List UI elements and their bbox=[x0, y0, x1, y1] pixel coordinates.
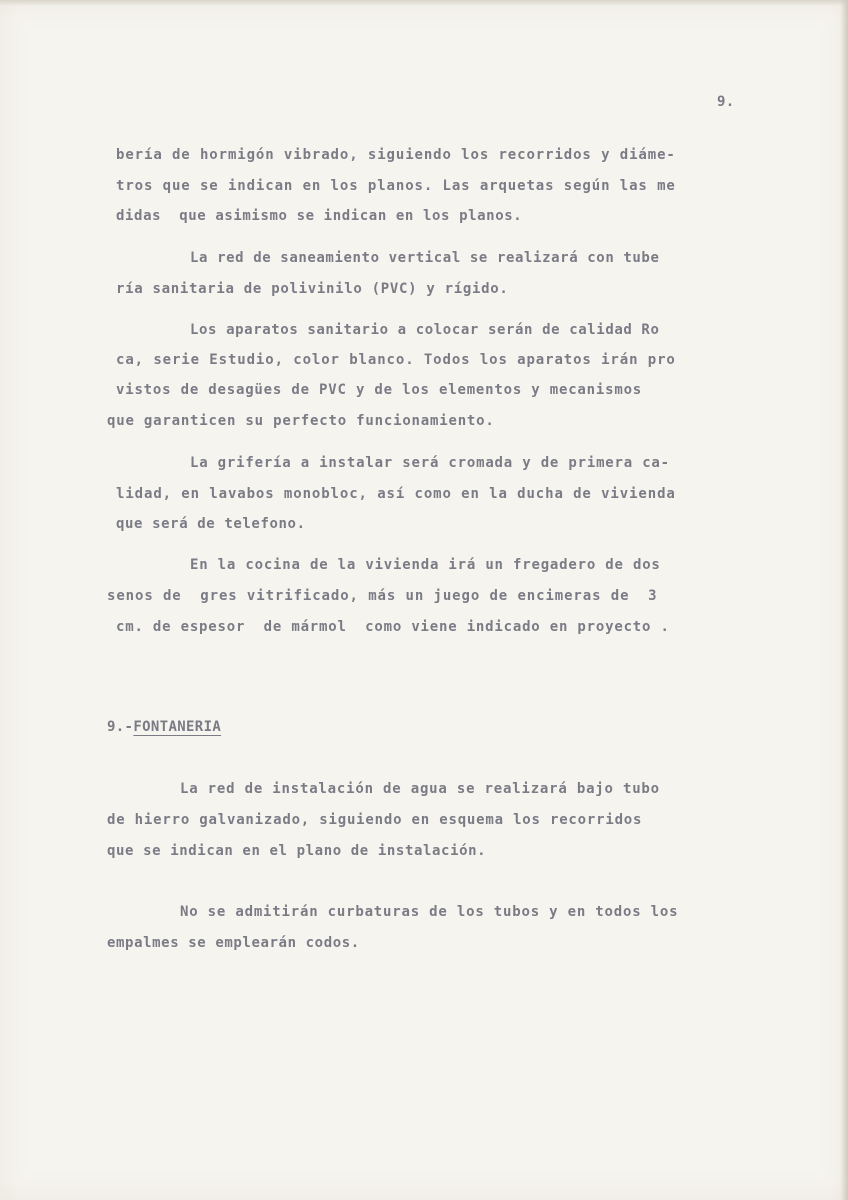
paragraph-1-line-3: didas que asimismo se indican en los planos. bbox=[116, 208, 523, 224]
paragraph-3-line-4: que garanticen su perfecto funcionamiento. bbox=[107, 413, 495, 429]
paper-top-edge bbox=[0, 0, 848, 6]
section-title: FONTANERIA bbox=[133, 719, 222, 735]
paragraph-3-line-3: vistos de desagües de PVC y de los elementos y mecanismos bbox=[116, 382, 643, 398]
paragraph-2-line-1: La red de saneamiento vertical se realizará con tube bbox=[190, 250, 660, 266]
paragraph-4-line-3: que será de telefono. bbox=[116, 516, 306, 532]
section-paragraph-2-line-1: No se admitirán curbaturas de los tubos y en todos los bbox=[180, 904, 679, 920]
paper-right-edge bbox=[840, 0, 848, 1200]
paragraph-5-line-3: cm. de espesor de mármol como viene indicado en proyecto . bbox=[116, 619, 670, 635]
section-paragraph-1-line-3: que se indican en el plano de instalación. bbox=[107, 843, 487, 859]
paragraph-3-line-2: ca, serie Estudio, color blanco. Todos los aparatos irán pro bbox=[116, 352, 676, 368]
paragraph-1-line-2: tros que se indican en los planos. Las arquetas según las me bbox=[116, 178, 676, 194]
page-number: 9. bbox=[717, 94, 735, 110]
paragraph-3-line-1: Los aparatos sanitario a colocar serán de calidad Ro bbox=[190, 322, 660, 338]
paragraph-1-line-1: bería de hormigón vibrado, siguiendo los recorridos y diáme- bbox=[116, 147, 676, 163]
section-paragraph-2-line-2: empalmes se emplearán codos. bbox=[107, 935, 360, 951]
paragraph-5-line-2: senos de gres vitrificado, más un juego de encimeras de 3 bbox=[107, 588, 658, 604]
section-heading bbox=[107, 718, 221, 736]
section-paragraph-1-line-1: La red de instalación de agua se realizará bajo tubo bbox=[180, 781, 660, 797]
paragraph-2-line-2: ría sanitaria de polivinilo (PVC) y rígido. bbox=[116, 281, 509, 297]
paragraph-5-line-1: En la cocina de la vivienda irá un fregadero de dos bbox=[190, 557, 661, 573]
section-number: 9.- bbox=[107, 719, 134, 735]
paragraph-4-line-2: lidad, en lavabos monobloc, así como en la ducha de vivienda bbox=[116, 486, 676, 502]
paragraph-4-line-1: La grifería a instalar será cromada y de primera ca- bbox=[190, 455, 670, 471]
section-paragraph-1-line-2: de hierro galvanizado, siguiendo en esquema los recorridos bbox=[107, 812, 643, 828]
